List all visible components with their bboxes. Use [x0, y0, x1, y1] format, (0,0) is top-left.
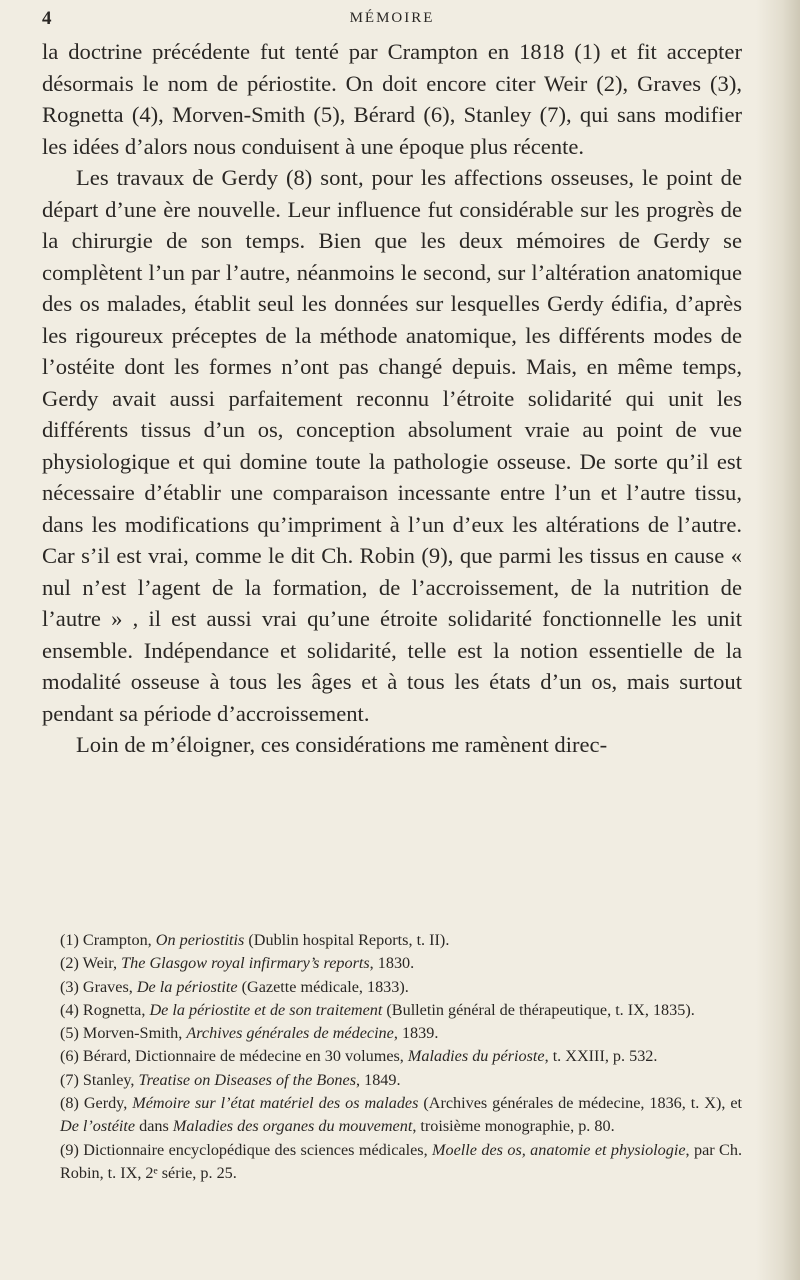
footnote-source: , par Ch. Robin, t. IX, 2ᵉ série, p. 25. — [60, 1140, 742, 1182]
footnote-number: (5) — [60, 1024, 79, 1043]
page-edge-shadow — [756, 0, 800, 1280]
footnote-number: (6) — [60, 1047, 79, 1066]
footnote-source: , troisième monographie, p. 80. — [412, 1117, 615, 1136]
footnote — [42, 1045, 742, 1068]
footnote-source: , 1849. — [356, 1070, 401, 1089]
footnote — [42, 1069, 742, 1092]
footnote-number: (3) — [60, 977, 79, 996]
footnote-author: Dictionnaire encyclopédique des sciences médicales, — [83, 1140, 433, 1159]
footnote-number: (8) — [60, 1094, 79, 1113]
footnote-number: (2) — [60, 954, 79, 973]
footnote — [42, 929, 742, 952]
footnote-title: De l’ostéite — [60, 1117, 136, 1136]
body-text — [42, 36, 742, 761]
footnote-author: Rognetta, — [82, 1000, 150, 1019]
footnote-source: (Bulletin général de thérapeutique, t. IX, 1835). — [382, 1000, 695, 1019]
footnote — [42, 952, 742, 975]
footnote-source: (Gazette médicale, 1833). — [237, 977, 409, 996]
footnote-author: Gerdy, — [83, 1094, 133, 1113]
footnote-title: Archives générales de médecine — [186, 1024, 394, 1043]
footnote-number: (1) — [60, 931, 79, 949]
footnotes — [42, 929, 742, 1185]
footnote-number: (9) — [60, 1140, 79, 1159]
footnote-title: Maladies des organes du mouvement — [172, 1117, 413, 1136]
footnote-author: Graves, — [82, 977, 137, 996]
footnote-author: Weir, — [82, 954, 122, 973]
footnote-source: , 1830. — [369, 954, 415, 973]
paragraph: Les travaux de Gerdy (8) sont, pour les affections osseuses, le point de départ d’une ère nouvelle. Leur influence fut considérable sur les progrès de la chirurgie de son temps. Bien que les deux mémoires de Gerdy se complètent l’un par l’autre, néanmoins le second, sur l’altération anatomique des os malades, établit seul les données sur lesquelles Gerdy édifia, d’après les rigoureux préceptes de la méthode anatomique, les différents modes de l’ostéite dont les formes n’ont pas changé depuis. Mais, en même temps, Gerdy avait aussi parfaitement reconnu l’étroite solidarité qui unit les différents tissus d’un os, conception absolument vraie au point de vue physiologique et qui domine toute la pathologie osseuse. De sorte qu’il est nécessaire d’établir une comparaison incessante entre l’un et l’autre tissu, dans les modifications qu’impriment à l’un d’eux les altérations de l’autre. Car s’il est vrai, comme le dit Ch. Robin (9), que parmi les tissus en cause « nul n’est l’agent de la formation, de l’accroissement, de la nutrition de l’autre » , il est aussi vrai qu’une étroite solidarité fonctionnelle les unit ensemble. Indépendance et solidarité, telle est la notion essentielle de la modalité osseuse à tous les âges et à tous les états d’un os, mais surtout pendant sa période d’accroissement. — [42, 165, 742, 726]
footnote-author: Crampton, — [82, 931, 156, 949]
page-number: 4 — [42, 8, 52, 29]
footnote-source: , t. XXIII, p. 532. — [544, 1047, 658, 1066]
paragraph: Loin de m’éloigner, ces considérations me ramènent direc- — [76, 732, 608, 757]
footnote-source: (Archives générales de médecine, 1836, t. X), et — [418, 1094, 743, 1113]
footnote-title: On periostitis — [155, 931, 245, 949]
paragraph: la doctrine précédente fut tenté par Crampton en 1818 (1) et fit accepter désormais le nom de périostite. On doit encore citer Weir (2), Graves (3), Rognetta (4), Morven-Smith (5), Bérard (6), Stanley (7), qui sans modifier les idées d’alors nous conduisent à une époque plus récente. — [42, 39, 742, 159]
footnote-author: Bérard, Dictionnaire de médecine en 30 volumes, — [82, 1047, 408, 1066]
footnote — [42, 976, 742, 999]
footnote-title: De la périostite — [136, 977, 238, 996]
footnote-source: , 1839. — [393, 1024, 439, 1043]
footnote-source: (Dublin hospital Reports, t. II). — [244, 931, 450, 949]
footnote — [42, 1139, 742, 1186]
footnote-title: Maladies du périoste — [407, 1047, 545, 1066]
running-head — [42, 8, 742, 32]
footnote — [42, 1092, 742, 1139]
footnote-author: Stanley, — [82, 1070, 139, 1089]
running-title: MÉMOIRE — [349, 10, 435, 26]
footnote-number: (4) — [60, 1000, 79, 1019]
footnote-title: Moelle des os, anatomie et physiologie — [432, 1140, 686, 1159]
footnote — [42, 1022, 742, 1045]
footnote-title: The Glasgow royal infirmary’s reports — [121, 954, 370, 973]
footnote-title: De la périostite et de son traitement — [149, 1000, 383, 1019]
footnote-source: dans — [135, 1117, 173, 1136]
footnote-number: (7) — [60, 1070, 79, 1089]
footnote — [42, 999, 742, 1022]
footnote-title: Mémoire sur l’état matériel des os malades — [132, 1094, 419, 1113]
footnote-author: Morven-Smith, — [82, 1024, 187, 1043]
footnote-title: Treatise on Diseases of the Bones — [138, 1070, 356, 1089]
